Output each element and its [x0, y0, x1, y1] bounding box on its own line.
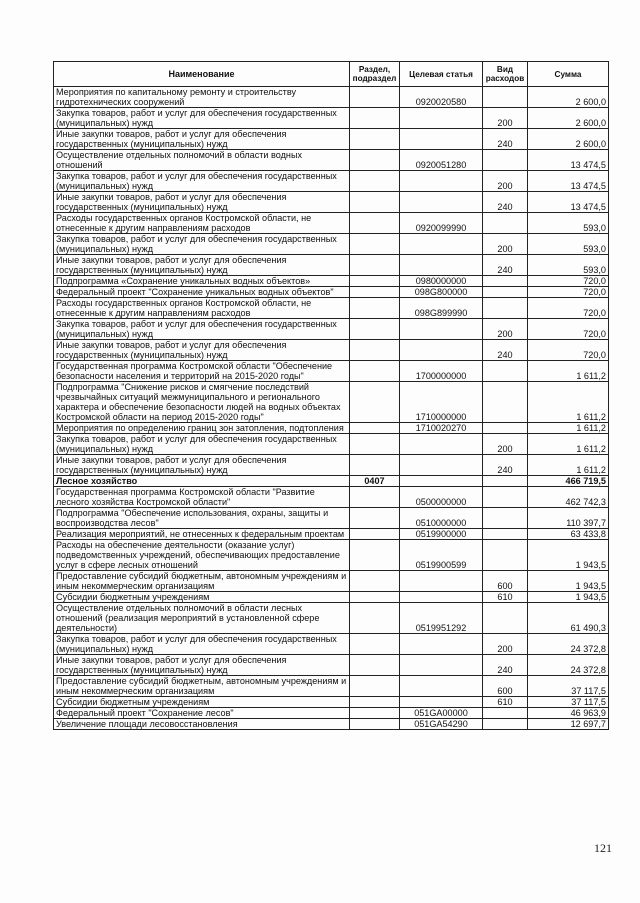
cell-name: Федеральный проект "Сохранение уникальных водных объектов" [54, 287, 350, 298]
cell-target-code [400, 171, 483, 192]
cell-name: Лесное хозяйство [54, 476, 350, 487]
table-row [54, 634, 609, 655]
cell-name: Иные закупки товаров, работ и услуг для обеспечения государственных (муниципальных) нужд [54, 340, 350, 361]
header-target: Целевая статья [400, 62, 483, 87]
cell-expense-kind: 200 [483, 634, 528, 655]
table-body [54, 87, 609, 730]
cell-target-code [400, 255, 483, 276]
cell-expense-kind: 200 [483, 171, 528, 192]
cell-expense-kind [483, 540, 528, 571]
cell-name: Реализация мероприятий, не отнесенных к федеральным проектам [54, 529, 350, 540]
cell-sum: 24 372,8 [528, 634, 609, 655]
cell-target-code: 0519900000 [400, 529, 483, 540]
table-row [54, 150, 609, 171]
cell-expense-kind [483, 603, 528, 634]
cell-section [350, 571, 400, 592]
cell-expense-kind [483, 213, 528, 234]
cell-name: Закупка товаров, работ и услуг для обеспечения государственных (муниципальных) нужд [54, 171, 350, 192]
cell-section [350, 592, 400, 603]
table-header [54, 62, 609, 87]
cell-section [350, 603, 400, 634]
cell-name: Подпрограмма "Снижение рисков и смягчение последствий чрезвычайных ситуаций межмуниципального и регионального характера и обеспечение безопасности людей на водных объектах Костромской области на период 2015-2020 годы" [54, 382, 350, 423]
cell-section [350, 434, 400, 455]
cell-name: Мероприятия по капитальному ремонту и строительству гидротехнических сооружений [54, 87, 350, 108]
cell-target-code [400, 592, 483, 603]
cell-target-code [400, 634, 483, 655]
table-row [54, 697, 609, 708]
cell-section [350, 676, 400, 697]
cell-section [350, 255, 400, 276]
cell-expense-kind: 600 [483, 676, 528, 697]
cell-section [350, 213, 400, 234]
table-row [54, 171, 609, 192]
cell-target-code: 0920020580 [400, 87, 483, 108]
cell-sum: 1 611,2 [528, 434, 609, 455]
cell-expense-kind [483, 276, 528, 287]
cell-sum: 46 963,9 [528, 708, 609, 719]
table-row [54, 319, 609, 340]
cell-expense-kind [483, 87, 528, 108]
cell-sum: 37 117,5 [528, 697, 609, 708]
cell-target-code [400, 434, 483, 455]
cell-target-code: 0500000000 [400, 487, 483, 508]
table-row [54, 213, 609, 234]
cell-name: Иные закупки товаров, работ и услуг для обеспечения государственных (муниципальных) нужд [54, 255, 350, 276]
cell-target-code: 098G899990 [400, 298, 483, 319]
table-row [54, 108, 609, 129]
cell-target-code: 0519951292 [400, 603, 483, 634]
table-row [54, 192, 609, 213]
table-row [54, 298, 609, 319]
cell-name: Субсидии бюджетным учреждениям [54, 592, 350, 603]
cell-sum: 1 611,2 [528, 455, 609, 476]
cell-name: Мероприятия по определению границ зон затопления, подтопления [54, 423, 350, 434]
cell-name: Иные закупки товаров, работ и услуг для обеспечения государственных (муниципальных) нужд [54, 129, 350, 150]
cell-target-code [400, 571, 483, 592]
cell-expense-kind [483, 298, 528, 319]
cell-sum: 61 490,3 [528, 603, 609, 634]
cell-expense-kind: 200 [483, 434, 528, 455]
cell-expense-kind: 200 [483, 108, 528, 129]
cell-sum: 593,0 [528, 255, 609, 276]
cell-name: Осуществление отдельных полномочий в области водных отношений [54, 150, 350, 171]
cell-expense-kind: 610 [483, 592, 528, 603]
cell-section [350, 108, 400, 129]
cell-target-code [400, 476, 483, 487]
cell-sum: 110 397,7 [528, 508, 609, 529]
cell-target-code: 0980000000 [400, 276, 483, 287]
cell-target-code: 1710020270 [400, 423, 483, 434]
cell-section [350, 708, 400, 719]
cell-sum: 462 742,3 [528, 487, 609, 508]
cell-section [350, 234, 400, 255]
cell-section [350, 655, 400, 676]
table-row [54, 719, 609, 730]
cell-expense-kind [483, 423, 528, 434]
table-row [54, 423, 609, 434]
page-number: 121 [594, 841, 612, 855]
cell-expense-kind [483, 719, 528, 730]
cell-expense-kind [483, 382, 528, 423]
cell-section [350, 129, 400, 150]
cell-name: Закупка товаров, работ и услуг для обеспечения государственных (муниципальных) нужд [54, 108, 350, 129]
cell-sum: 720,0 [528, 340, 609, 361]
cell-sum: 37 117,5 [528, 676, 609, 697]
cell-section [350, 150, 400, 171]
cell-sum: 2 600,0 [528, 108, 609, 129]
cell-expense-kind [483, 529, 528, 540]
header-section: Раздел, подраздел [350, 62, 400, 87]
table-row [54, 540, 609, 571]
cell-section [350, 634, 400, 655]
cell-target-code [400, 340, 483, 361]
cell-sum: 720,0 [528, 298, 609, 319]
table-row [54, 255, 609, 276]
cell-target-code [400, 455, 483, 476]
header-name: Наименование [54, 62, 350, 87]
table-row [54, 571, 609, 592]
cell-sum: 24 372,8 [528, 655, 609, 676]
cell-sum: 1 943,5 [528, 592, 609, 603]
cell-name: Расходы государственных органов Костромской области, не отнесенные к другим направлениям расходов [54, 298, 350, 319]
cell-name: Закупка товаров, работ и услуг для обеспечения государственных (муниципальных) нужд [54, 434, 350, 455]
cell-name: Осуществление отдельных полномочий в области лесных отношений (реализация мероприятий в установленной сфере деятельности) [54, 603, 350, 634]
cell-target-code [400, 655, 483, 676]
cell-expense-kind: 200 [483, 319, 528, 340]
cell-expense-kind: 240 [483, 192, 528, 213]
table-row [54, 287, 609, 298]
cell-section [350, 719, 400, 730]
cell-section [350, 340, 400, 361]
cell-name: Подпрограмма «Сохранение уникальных водных объектов» [54, 276, 350, 287]
header-kind: Вид расходов [483, 62, 528, 87]
cell-section [350, 423, 400, 434]
table-row [54, 340, 609, 361]
table-row [54, 487, 609, 508]
cell-section [350, 382, 400, 423]
cell-target-code [400, 697, 483, 708]
table-row [54, 676, 609, 697]
cell-expense-kind [483, 476, 528, 487]
cell-name: Увеличение площади лесовосстановления [54, 719, 350, 730]
cell-section [350, 455, 400, 476]
cell-name: Расходы на обеспечение деятельности (оказание услуг) подведомственных учреждений, обеспечивающих предоставление услуг в сфере лесных отношений [54, 540, 350, 571]
table-row [54, 361, 609, 382]
table-row [54, 434, 609, 455]
cell-expense-kind [483, 487, 528, 508]
cell-section [350, 87, 400, 108]
cell-expense-kind [483, 708, 528, 719]
cell-sum: 13 474,5 [528, 150, 609, 171]
cell-sum: 593,0 [528, 234, 609, 255]
cell-target-code [400, 234, 483, 255]
cell-sum: 13 474,5 [528, 171, 609, 192]
table-row [54, 476, 609, 487]
cell-name: Иные закупки товаров, работ и услуг для обеспечения государственных (муниципальных) нужд [54, 192, 350, 213]
table-row [54, 234, 609, 255]
cell-name: Закупка товаров, работ и услуг для обеспечения государственных (муниципальных) нужд [54, 319, 350, 340]
cell-sum: 1 611,2 [528, 361, 609, 382]
cell-expense-kind: 200 [483, 234, 528, 255]
cell-sum: 1 943,5 [528, 571, 609, 592]
cell-section [350, 487, 400, 508]
cell-expense-kind: 240 [483, 129, 528, 150]
cell-target-code: 051GA54290 [400, 719, 483, 730]
cell-section [350, 540, 400, 571]
cell-name: Закупка товаров, работ и услуг для обеспечения государственных (муниципальных) нужд [54, 234, 350, 255]
table-row [54, 603, 609, 634]
cell-sum: 63 433,8 [528, 529, 609, 540]
cell-sum: 720,0 [528, 287, 609, 298]
cell-target-code: 0920051280 [400, 150, 483, 171]
cell-target-code [400, 192, 483, 213]
cell-target-code: 0920099990 [400, 213, 483, 234]
cell-section [350, 276, 400, 287]
cell-target-code [400, 319, 483, 340]
cell-sum: 720,0 [528, 319, 609, 340]
table-row [54, 129, 609, 150]
cell-name: Субсидии бюджетным учреждениям [54, 697, 350, 708]
table-row [54, 276, 609, 287]
table-row [54, 382, 609, 423]
table-row [54, 529, 609, 540]
cell-section [350, 319, 400, 340]
cell-sum: 593,0 [528, 213, 609, 234]
cell-name: Подпрограмма "Обеспечение использования, охраны, защиты и воспроизводства лесов" [54, 508, 350, 529]
cell-target-code: 098G800000 [400, 287, 483, 298]
cell-name: Расходы государственных органов Костромской области, не отнесенные к другим направлениям расходов [54, 213, 350, 234]
cell-target-code [400, 676, 483, 697]
cell-expense-kind: 600 [483, 571, 528, 592]
table-row [54, 87, 609, 108]
cell-target-code [400, 108, 483, 129]
table-row [54, 508, 609, 529]
cell-name: Закупка товаров, работ и услуг для обеспечения государственных (муниципальных) нужд [54, 634, 350, 655]
table-row [54, 708, 609, 719]
cell-section: 0407 [350, 476, 400, 487]
cell-section [350, 697, 400, 708]
cell-expense-kind: 240 [483, 255, 528, 276]
cell-target-code: 0519900599 [400, 540, 483, 571]
cell-sum: 466 719,5 [528, 476, 609, 487]
cell-name: Иные закупки товаров, работ и услуг для обеспечения государственных (муниципальных) нужд [54, 455, 350, 476]
cell-name: Предоставление субсидий бюджетным, автономным учреждениям и иным некоммерческим организациям [54, 571, 350, 592]
cell-sum: 720,0 [528, 276, 609, 287]
header-sum: Сумма [528, 62, 609, 87]
cell-target-code: 0510000000 [400, 508, 483, 529]
cell-name: Государственная программа Костромской области "Обеспечение безопасности населения и территорий на 2015-2020 годы" [54, 361, 350, 382]
cell-expense-kind: 240 [483, 455, 528, 476]
cell-section [350, 298, 400, 319]
cell-name: Государственная программа Костромской области "Развитие лесного хозяйства Костромской области" [54, 487, 350, 508]
cell-sum: 1 611,2 [528, 382, 609, 423]
cell-sum: 12 697,7 [528, 719, 609, 730]
cell-target-code: 1700000000 [400, 361, 483, 382]
cell-section [350, 192, 400, 213]
budget-table [53, 61, 609, 730]
cell-sum: 1 611,2 [528, 423, 609, 434]
cell-target-code [400, 129, 483, 150]
cell-section [350, 529, 400, 540]
cell-name: Предоставление субсидий бюджетным, автономным учреждениям и иным некоммерческим организациям [54, 676, 350, 697]
cell-sum: 2 600,0 [528, 129, 609, 150]
cell-section [350, 171, 400, 192]
cell-sum: 13 474,5 [528, 192, 609, 213]
cell-section [350, 508, 400, 529]
cell-expense-kind: 240 [483, 655, 528, 676]
table-row [54, 455, 609, 476]
cell-target-code: 1710000000 [400, 382, 483, 423]
table-row [54, 592, 609, 603]
cell-sum: 2 600,0 [528, 87, 609, 108]
cell-expense-kind [483, 287, 528, 298]
cell-sum: 1 943,5 [528, 540, 609, 571]
cell-section [350, 361, 400, 382]
cell-expense-kind: 610 [483, 697, 528, 708]
table-row [54, 655, 609, 676]
cell-expense-kind: 240 [483, 340, 528, 361]
cell-expense-kind [483, 150, 528, 171]
cell-expense-kind [483, 361, 528, 382]
cell-target-code: 051GA00000 [400, 708, 483, 719]
cell-name: Федеральный проект "Сохранение лесов" [54, 708, 350, 719]
cell-section [350, 287, 400, 298]
cell-name: Иные закупки товаров, работ и услуг для обеспечения государственных (муниципальных) нужд [54, 655, 350, 676]
cell-expense-kind [483, 508, 528, 529]
